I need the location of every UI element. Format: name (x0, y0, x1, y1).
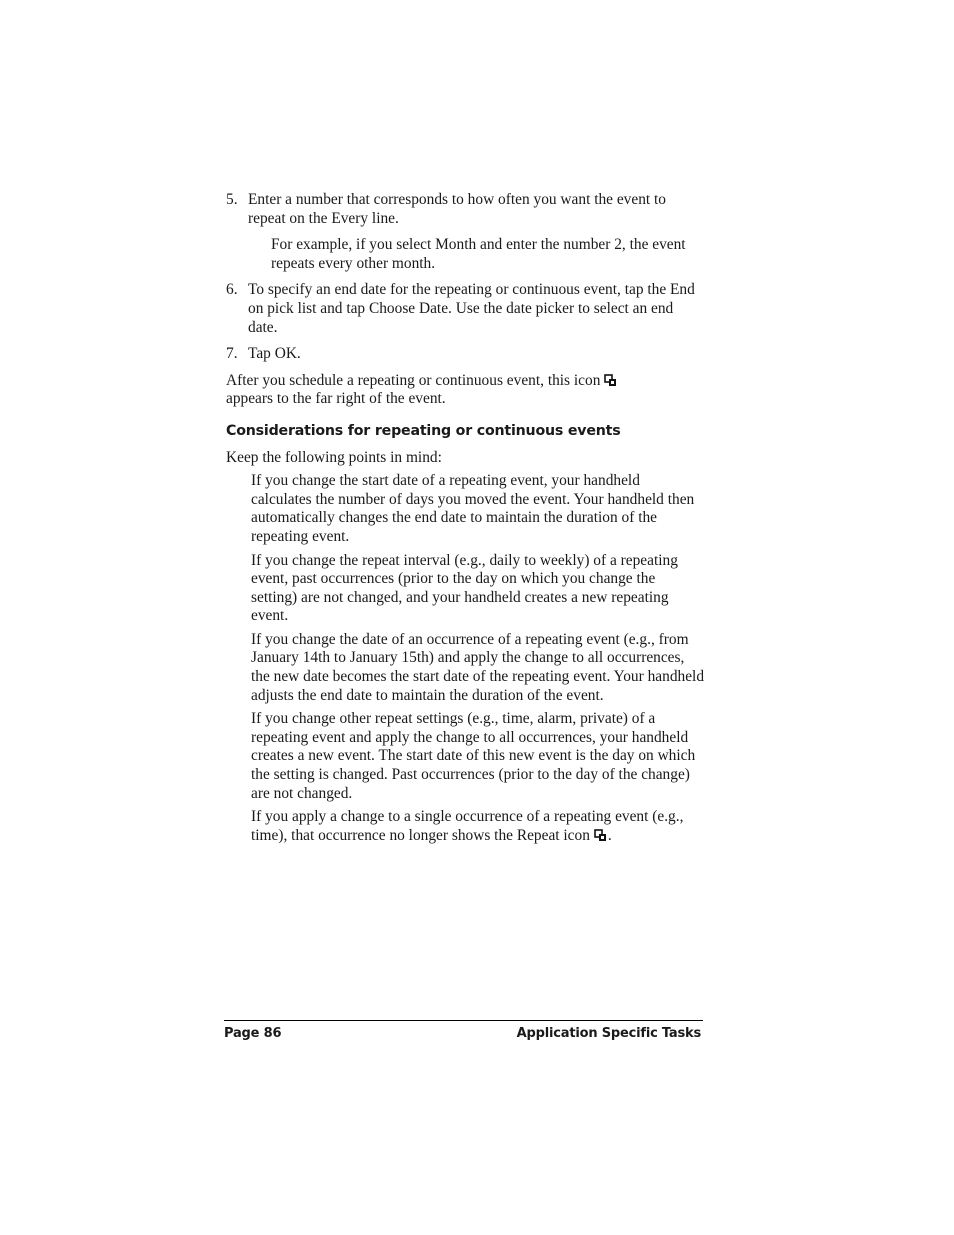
chapter-title: Application Specific Tasks (516, 1026, 701, 1041)
step-5 (226, 191, 704, 228)
page-content (226, 191, 704, 850)
list-item: If you change the date of an occurrence of a repeating event (e.g., from January 14th to January 15th) and apply the change to all occurrences, the new date becomes the start date of the repeating event. Your handheld adjusts the end date to maintain the duration of the event. (251, 630, 705, 704)
list-item (251, 808, 704, 845)
step-text: Tap OK. (248, 345, 301, 363)
step-6 (226, 281, 704, 337)
step-number: 6. (226, 281, 238, 299)
list-item-text: If you apply a change to a single occurrence of a repeating event (e.g., time), that occurrence no longer shows the Repeat icon (251, 808, 684, 844)
step-number: 5. (226, 191, 238, 208)
section-heading: Considerations for repeating or continuous events (226, 422, 621, 439)
step-text: Enter a number that corresponds to how often you want the event to repeat on the Every line. (248, 191, 666, 227)
repeat-icon (594, 829, 608, 842)
step-text: To specify an end date for the repeating or continuous event, tap the End on pick list and tap Choose Date. Use the date picker to select an end date. (248, 281, 695, 336)
repeat-icon (604, 374, 618, 387)
footer-rule (224, 1020, 703, 1021)
list-item-text: . (607, 826, 612, 844)
section-intro: Keep the following points in mind: (226, 448, 442, 466)
step-number: 7. (226, 345, 238, 363)
page-number: Page 86 (224, 1026, 282, 1041)
list-item: If you change other repeat settings (e.g., time, alarm, private) of a repeating event and apply the change to all occurrences, your handheld creates a new event. The start date of this new event is the day on which the setting is changed. Past occurrences (prior to the day of the change) are not changed. (251, 710, 696, 802)
list-item: If you change the repeat interval (e.g., daily to weekly) of a repeating event, past occurrences (prior to the day on which you change the setting) are not changed, and your handheld creates a new repeating event. (251, 551, 678, 625)
repeat-icon-paragraph (226, 372, 704, 409)
list-item: If you change the start date of a repeating event, your handheld calculates the number of days you moved the event. Your handheld then automatically changes the end date to maintain the duration of the repeating event. (251, 472, 695, 545)
paragraph-text: appears to the far right of the event. (226, 390, 446, 408)
step-5-example-note: For example, if you select Month and enter the number 2, the event repeats every other month. (271, 236, 686, 272)
paragraph-text: After you schedule a repeating or continuous event, this icon (226, 371, 601, 389)
step-7 (226, 345, 704, 364)
